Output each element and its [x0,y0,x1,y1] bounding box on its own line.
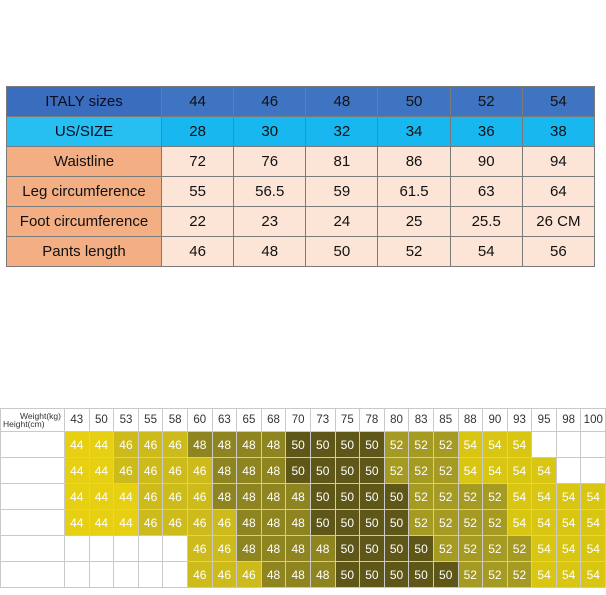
weight-header-cell: 85 [433,409,458,432]
size-cell: 24 [306,207,378,237]
size-cell: 50 [306,237,378,267]
size-recommendation-cell: 48 [310,562,335,588]
empty-cell [89,536,114,562]
height-row [1,510,606,536]
weight-header-cell: 88 [458,409,483,432]
weight-header-cell: 55 [138,409,163,432]
size-recommendation-cell: 50 [433,562,458,588]
size-cell: 48 [234,237,306,267]
size-cell: 25.5 [450,207,522,237]
size-recommendation-cell: 50 [409,536,434,562]
empty-cell [114,536,139,562]
size-cell: 36 [450,117,522,147]
empty-cell [532,432,557,458]
size-recommendation-cell: 48 [237,484,262,510]
size-recommendation-cell: 54 [483,458,508,484]
height-row [1,536,606,562]
size-recommendation-cell: 52 [409,510,434,536]
size-cell: 76 [234,147,306,177]
size-row-label: ITALY sizes [7,87,162,117]
size-cell: 52 [450,87,522,117]
size-recommendation-cell: 48 [212,484,237,510]
size-recommendation-cell: 44 [114,510,139,536]
size-cell: 23 [234,207,306,237]
size-recommendation-cell: 44 [65,510,90,536]
height-row [1,484,606,510]
size-recommendation-cell: 52 [433,510,458,536]
weight-header-cell: 78 [360,409,385,432]
size-recommendation-cell: 50 [360,536,385,562]
size-recommendation-cell: 46 [138,510,163,536]
weight-header-cell: 98 [556,409,581,432]
height-label: 160cm [1,432,65,458]
size-recommendation-cell: 52 [384,432,409,458]
size-recommendation-cell: 54 [556,562,581,588]
size-recommendation-cell: 48 [212,432,237,458]
weight-header-row [1,409,606,432]
size-row-label: Waistline [7,147,162,177]
size-cell: 52 [378,237,450,267]
size-recommendation-cell: 52 [384,458,409,484]
size-recommendation-cell: 46 [138,484,163,510]
size-cell: 64 [522,177,594,207]
size-recommendation-cell: 54 [532,484,557,510]
empty-cell [163,562,188,588]
size-recommendation-cell: 46 [212,510,237,536]
size-recommendation-cell: 50 [310,484,335,510]
empty-cell [138,536,163,562]
size-recommendation-cell: 48 [310,536,335,562]
size-recommendation-cell: 48 [212,458,237,484]
size-recommendation-cell: 44 [89,432,114,458]
size-recommendation-cell: 54 [532,510,557,536]
size-recommendation-cell: 54 [556,536,581,562]
size-recommendation-cell: 48 [261,510,286,536]
size-recommendation-cell: 52 [483,562,508,588]
size-recommendation-cell: 50 [384,562,409,588]
size-recommendation-cell: 54 [581,484,606,510]
weight-header-cell: 60 [187,409,212,432]
size-recommendation-cell: 52 [458,536,483,562]
weight-header-cell: 50 [89,409,114,432]
weight-header-cell: 43 [65,409,90,432]
size-recommendation-cell: 52 [433,536,458,562]
size-recommendation-cell: 50 [384,510,409,536]
size-recommendation-cell: 48 [237,536,262,562]
empty-cell [138,562,163,588]
size-recommendation-cell: 44 [65,484,90,510]
height-label: 170cm [1,484,65,510]
size-recommendation-cell: 48 [261,432,286,458]
size-recommendation-cell: 54 [507,484,532,510]
weight-header-cell: 90 [483,409,508,432]
size-recommendation-cell: 46 [187,562,212,588]
weight-header-cell: 95 [532,409,557,432]
size-recommendation-cell: 50 [286,458,311,484]
size-recommendation-cell: 48 [261,458,286,484]
size-cell: 56 [522,237,594,267]
size-cell: 94 [522,147,594,177]
weight-header-cell: 83 [409,409,434,432]
size-recommendation-cell: 46 [138,458,163,484]
size-cell: 22 [162,207,234,237]
size-recommendation-cell: 52 [409,484,434,510]
empty-cell [163,536,188,562]
size-cell: 38 [522,117,594,147]
empty-cell [581,458,606,484]
height-label: 165cm [1,458,65,484]
size-cell: 50 [378,87,450,117]
size-recommendation-cell: 48 [286,484,311,510]
size-recommendation-cell: 54 [556,484,581,510]
size-cell: 63 [450,177,522,207]
size-recommendation-cell: 54 [556,510,581,536]
size-recommendation-cell: 44 [89,484,114,510]
weight-header-cell: 73 [310,409,335,432]
size-recommendation-cell: 44 [65,458,90,484]
size-cell: 56.5 [234,177,306,207]
size-recommendation-cell: 48 [237,510,262,536]
size-recommendation-cell: 44 [89,458,114,484]
size-recommendation-cell: 50 [335,562,360,588]
height-label: 185cm [1,562,65,588]
size-conversion-table [6,86,595,267]
empty-cell [556,432,581,458]
size-recommendation-cell: 48 [261,484,286,510]
size-recommendation-cell: 54 [507,432,532,458]
size-recommendation-cell: 48 [286,510,311,536]
size-recommendation-cell: 48 [286,536,311,562]
weight-height-size-chart [0,408,606,588]
size-recommendation-cell: 50 [286,432,311,458]
size-recommendation-cell: 46 [187,510,212,536]
size-recommendation-cell: 52 [507,562,532,588]
empty-cell [89,562,114,588]
size-recommendation-cell: 50 [335,536,360,562]
empty-cell [65,562,90,588]
size-recommendation-cell: 46 [212,562,237,588]
size-table-row [7,237,595,267]
size-recommendation-cell: 52 [507,536,532,562]
size-cell: 81 [306,147,378,177]
weight-axis-label: Weight(kg) [20,411,61,421]
size-recommendation-cell: 50 [335,432,360,458]
size-cell: 90 [450,147,522,177]
axis-corner [1,409,65,432]
size-recommendation-cell: 50 [384,536,409,562]
size-recommendation-cell: 50 [384,484,409,510]
size-row-label: Leg circumference [7,177,162,207]
size-table-row [7,207,595,237]
size-cell: 28 [162,117,234,147]
size-recommendation-cell: 46 [163,484,188,510]
size-recommendation-cell: 50 [310,458,335,484]
size-recommendation-cell: 44 [89,510,114,536]
size-recommendation-cell: 50 [360,510,385,536]
size-recommendation-cell: 46 [163,432,188,458]
empty-cell [556,458,581,484]
size-recommendation-cell: 46 [212,536,237,562]
weight-header-cell: 100 [581,409,606,432]
size-recommendation-cell: 52 [433,432,458,458]
size-recommendation-cell: 46 [163,510,188,536]
size-row-label: US/SIZE [7,117,162,147]
size-recommendation-cell: 46 [237,562,262,588]
size-recommendation-cell: 48 [261,562,286,588]
size-recommendation-cell: 46 [163,458,188,484]
size-cell: 55 [162,177,234,207]
weight-header-cell: 53 [114,409,139,432]
size-recommendation-cell: 48 [237,432,262,458]
weight-header-cell: 70 [286,409,311,432]
size-recommendation-cell: 54 [483,432,508,458]
size-recommendation-cell: 52 [433,458,458,484]
size-cell: 72 [162,147,234,177]
size-recommendation-cell: 48 [187,432,212,458]
size-recommendation-cell: 50 [360,458,385,484]
size-table-row [7,117,595,147]
size-cell: 44 [162,87,234,117]
size-recommendation-cell: 50 [335,458,360,484]
size-recommendation-cell: 46 [114,432,139,458]
size-table-row [7,147,595,177]
size-cell: 46 [162,237,234,267]
height-label: 175cm [1,510,65,536]
size-recommendation-cell: 44 [65,432,90,458]
size-table-row [7,87,595,117]
empty-cell [581,432,606,458]
empty-cell [65,536,90,562]
size-recommendation-cell: 54 [581,562,606,588]
height-label: 180cm [1,536,65,562]
height-axis-label: Height(cm) [3,419,45,429]
size-recommendation-cell: 52 [458,510,483,536]
size-recommendation-cell: 54 [532,458,557,484]
size-recommendation-cell: 48 [237,458,262,484]
weight-header-cell: 65 [237,409,262,432]
size-recommendation-cell: 54 [532,562,557,588]
size-row-label: Pants length [7,237,162,267]
size-recommendation-cell: 48 [286,562,311,588]
size-recommendation-cell: 54 [458,458,483,484]
size-cell: 61.5 [378,177,450,207]
size-recommendation-cell: 50 [335,510,360,536]
size-recommendation-cell: 50 [310,432,335,458]
size-recommendation-cell: 46 [187,484,212,510]
height-row [1,432,606,458]
size-recommendation-cell: 52 [409,458,434,484]
size-recommendation-cell: 50 [360,484,385,510]
size-recommendation-cell: 52 [458,562,483,588]
weight-header-cell: 68 [261,409,286,432]
size-recommendation-cell: 54 [581,536,606,562]
size-cell: 54 [450,237,522,267]
weight-header-cell: 93 [507,409,532,432]
size-recommendation-cell: 52 [483,536,508,562]
size-recommendation-cell: 52 [458,484,483,510]
weight-header-cell: 63 [212,409,237,432]
size-recommendation-cell: 52 [433,484,458,510]
size-table-row [7,177,595,207]
size-recommendation-cell: 52 [483,484,508,510]
size-cell: 32 [306,117,378,147]
size-recommendation-cell: 50 [310,510,335,536]
size-recommendation-cell: 50 [335,484,360,510]
size-recommendation-cell: 46 [138,432,163,458]
size-recommendation-cell: 48 [261,536,286,562]
size-row-label: Foot circumference [7,207,162,237]
size-cell: 59 [306,177,378,207]
height-row [1,458,606,484]
size-recommendation-cell: 54 [458,432,483,458]
size-recommendation-cell: 50 [360,562,385,588]
size-recommendation-cell: 46 [187,458,212,484]
size-recommendation-cell: 54 [507,510,532,536]
empty-cell [114,562,139,588]
weight-header-cell: 58 [163,409,188,432]
size-cell: 48 [306,87,378,117]
size-recommendation-cell: 52 [409,432,434,458]
size-recommendation-cell: 50 [360,432,385,458]
size-cell: 54 [522,87,594,117]
size-cell: 26 CM [522,207,594,237]
size-recommendation-cell: 54 [532,536,557,562]
size-recommendation-cell: 52 [483,510,508,536]
size-recommendation-cell: 46 [114,458,139,484]
size-recommendation-cell: 54 [507,458,532,484]
size-recommendation-cell: 54 [581,510,606,536]
size-cell: 46 [234,87,306,117]
size-recommendation-cell: 50 [409,562,434,588]
weight-header-cell: 80 [384,409,409,432]
weight-header-cell: 75 [335,409,360,432]
size-recommendation-cell: 44 [114,484,139,510]
size-cell: 34 [378,117,450,147]
size-recommendation-cell: 46 [187,536,212,562]
height-row [1,562,606,588]
size-cell: 30 [234,117,306,147]
size-cell: 86 [378,147,450,177]
size-cell: 25 [378,207,450,237]
